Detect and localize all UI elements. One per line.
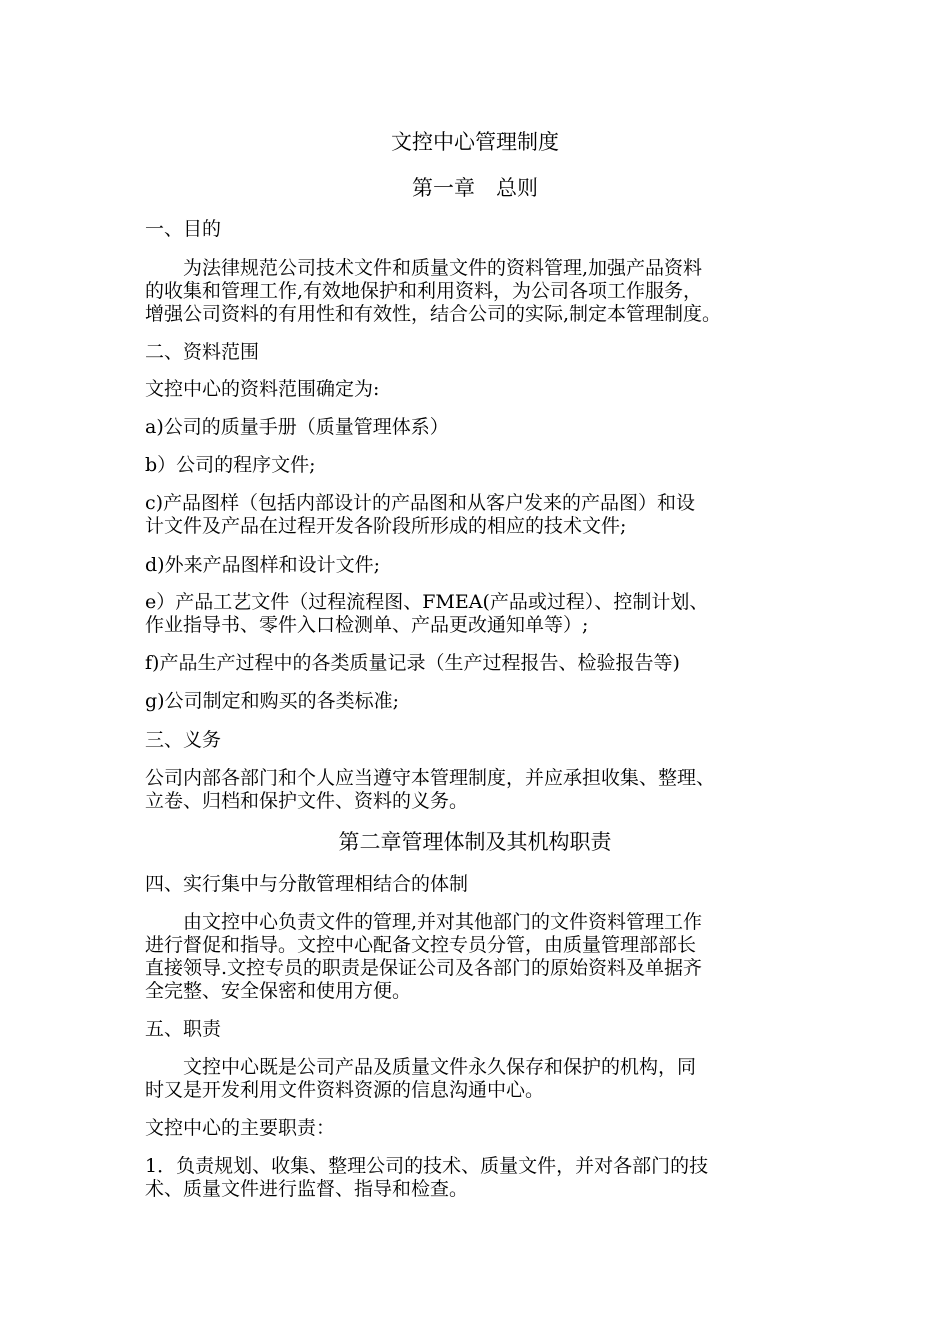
section-2-heading: 二、资料范围 bbox=[145, 341, 260, 363]
section-3-paragraph-line: 立卷、归档和保护文件、资料的义务。 bbox=[145, 790, 469, 812]
section-4-paragraph-line: 直接领导.文控专员的职责是保证公司及各部门的原始资料及单据齐 bbox=[145, 957, 703, 979]
scope-item-g: g)公司制定和购买的各类标准; bbox=[145, 690, 399, 712]
section-5-heading: 五、职责 bbox=[145, 1018, 222, 1040]
section-1-paragraph-line: 为法律规范公司技术文件和质量文件的资料管理,加强产品资料 bbox=[145, 257, 703, 279]
document-title: 文控中心管理制度 bbox=[391, 130, 559, 154]
section-4-paragraph-line: 进行督促和指导。文控中心配备文控专员分管，由质量管理部部长 bbox=[145, 934, 697, 956]
scope-item-e-line: e）产品工艺文件（过程流程图、FMEA(产品或过程）、控制计划、 bbox=[145, 591, 709, 613]
section-2-intro: 文控中心的资料范围确定为: bbox=[145, 378, 380, 400]
scope-item-d: d)外来产品图样和设计文件; bbox=[145, 554, 380, 576]
chapter-1-title: 第一章 总则 bbox=[412, 176, 538, 200]
chapter-2-title: 第二章管理体制及其机构职责 bbox=[338, 830, 612, 854]
section-3-heading: 三、义务 bbox=[145, 729, 222, 751]
section-4-paragraph-line: 由文控中心负责文件的管理,并对其他部门的文件资料管理工作 bbox=[145, 911, 703, 933]
duty-item-1-line: 术、质量文件进行监督、指导和检查。 bbox=[145, 1178, 469, 1200]
section-1-paragraph-line: 的收集和管理工作,有效地保护和利用资料，为公司各项工作服务， bbox=[145, 280, 703, 302]
section-1-paragraph-line: 增强公司资料的有用性和有效性，结合公司的实际,制定本管理制度。 bbox=[145, 303, 722, 325]
section-4-paragraph-line: 全完整、安全保密和使用方便。 bbox=[145, 980, 412, 1002]
section-4-heading: 四、实行集中与分散管理相结合的体制 bbox=[145, 873, 469, 895]
scope-item-f: f)产品生产过程中的各类质量记录（生产过程报告、检验报告等) bbox=[145, 652, 680, 674]
scope-item-c-line: 计文件及产品在过程开发各阶段所形成的相应的技术文件; bbox=[145, 515, 627, 537]
scope-item-a: a)公司的质量手册（质量管理体系） bbox=[145, 416, 449, 438]
scope-item-b: b）公司的程序文件; bbox=[145, 454, 316, 476]
duty-item-1-line: 1．负责规划、收集、整理公司的技术、质量文件，并对各部门的技 bbox=[145, 1155, 709, 1177]
section-5-intro: 文控中心的主要职责： bbox=[145, 1117, 336, 1139]
section-5-paragraph-line: 文控中心既是公司产品及质量文件永久保存和保护的机构，同 bbox=[145, 1056, 697, 1078]
scope-item-c-line: c)产品图样（包括内部设计的产品图和从客户发来的产品图）和设 bbox=[145, 492, 696, 514]
section-5-paragraph-line: 时又是开发利用文件资料资源的信息沟通中心。 bbox=[145, 1079, 545, 1101]
scope-item-e-line: 作业指导书、零件入口检测单、产品更改通知单等）; bbox=[145, 614, 589, 636]
section-3-paragraph-line: 公司内部各部门和个人应当遵守本管理制度，并应承担收集、整理、 bbox=[145, 767, 716, 789]
section-1-heading: 一、目的 bbox=[145, 218, 222, 240]
